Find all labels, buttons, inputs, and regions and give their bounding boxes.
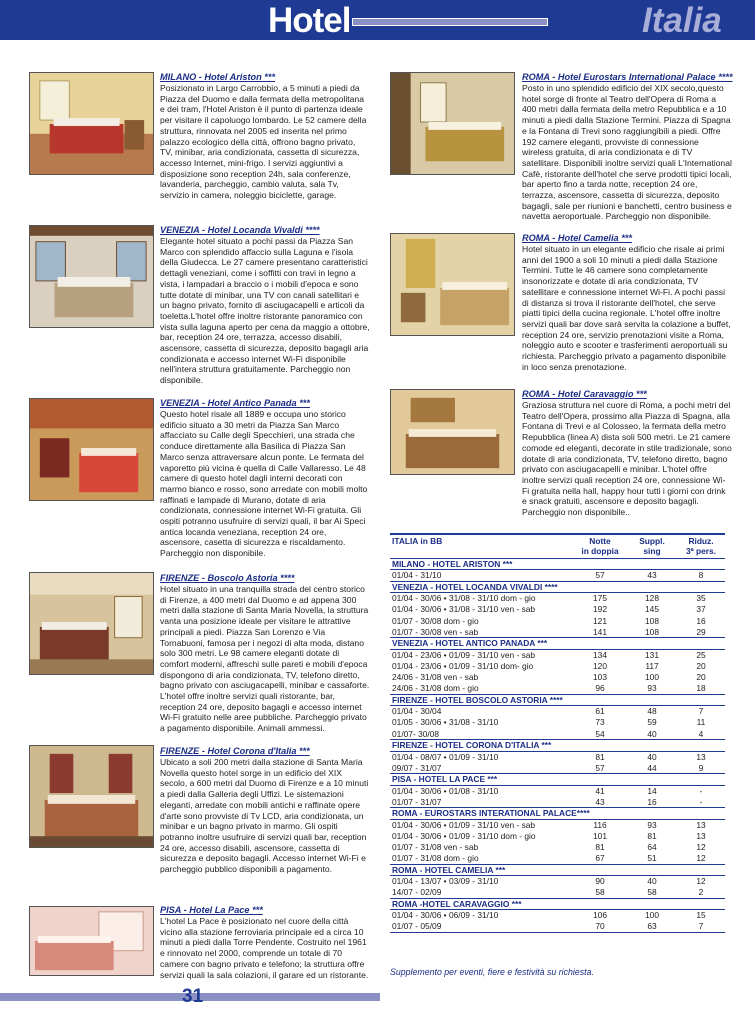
hotel-entry-roma-caravaggio (522, 389, 732, 518)
group-hotel-name: FIRENZE - HOTEL BOSCOLO ASTORIA **** (390, 694, 725, 705)
period-cell: 01/04 - 13/07 • 03/09 - 31/10 (392, 876, 499, 887)
hotel-description: Hotel situato in una tranquilla strada del centro storico di Firenze, a 400 metri dal Duomo e ad appena 300 metri dalla stazione di Santa Maria Novella, la struttura vanta una posizione ideale per visitare le attrattive principali a piedi. Piazza San Lorenzo e Via Tornabuoni, famosa per i negozi di alta moda, distano solo 300 metri. Le 98 camere eleganti dotate di comfort moderni, affreschi sulle pareti e mobili d'epoca dispongono di aria condizionata, TV, telefono diretto, bagno privato con asciugacapelli, minibar e cassaforte. L'hotel offre inoltre servizi quali ristorante, bar, reception 24 ore, deposito bagagli e accesso internet Wi-Fi gratuito nelle aree pubbliche. Parcheggio privato a pagamento disponibile. Animali ammessi. (160, 584, 370, 734)
price-cell: 59 (647, 717, 657, 728)
price-cell: 40 (647, 728, 657, 739)
price-table (390, 533, 725, 933)
header-decor-line (352, 18, 548, 26)
price-group-header (390, 694, 725, 705)
price-cell: 81 (647, 830, 657, 841)
price-cell: 93 (647, 819, 657, 830)
hotel-name: MILANO - Hotel Ariston *** (160, 72, 276, 82)
price-cell: 8 (698, 570, 704, 581)
price-row (390, 717, 725, 728)
price-group-header (390, 740, 725, 751)
price-row (390, 921, 725, 932)
period-cell: 01/07 - 31/08 ven - sab (392, 842, 479, 853)
group-hotel-name: MILANO - HOTEL ARISTON *** (390, 558, 725, 569)
price-cell: 57 (595, 570, 605, 581)
hotel-entry-firenze-astoria (160, 573, 370, 734)
price-cell: 54 (595, 728, 605, 739)
price-group-header (390, 638, 725, 649)
price-row (390, 796, 725, 807)
price-cell: 90 (595, 876, 605, 887)
hotel-name: FIRENZE - Boscolo Astoria **** (160, 573, 295, 583)
price-cell: 20 (696, 660, 706, 671)
price-cell: 51 (647, 853, 657, 864)
group-hotel-name: ROMA -HOTEL CARAVAGGIO *** (390, 898, 725, 909)
price-cell: 81 (595, 842, 605, 853)
price-row (390, 830, 725, 841)
price-row (390, 876, 725, 887)
price-cell: 16 (696, 615, 706, 626)
price-cell: 81 (595, 751, 605, 762)
price-cell: 12 (696, 876, 706, 887)
hotel-name: FIRENZE - Hotel Corona d'Italia *** (160, 746, 310, 756)
period-cell: 01/07- 30/08 (392, 728, 440, 739)
hotel-description: Ubicato a soli 200 metri dalla stazione di Santa Maria Novella questo hotel sorge in un edificio del XIX secolo, a 600 metri dal Duomo di Firenze e a 10 minuti a piedi dalla Galleria degli Uffizi. Le sistemazioni eleganti, arredate con mobili antichi e raffinate opere d'arte sono provviste di Tv LCD, aria condizionata, un minibar e un bagno privato in marmo. Gli ospiti potranno inoltre usufruire di servizi quali bar, reception 24 ore, accesso disabili, ascensore, cassetta di sicurezza e deposito bagagli. Accesso internet Wi-Fi e parcheggio pubblico disponibili a pagamento. (160, 757, 369, 875)
price-cell: 20 (696, 672, 706, 683)
period-cell: 01/04 - 08/07 • 01/09 - 31/10 (392, 751, 499, 762)
price-cell: 106 (593, 910, 607, 921)
period-cell: 01/07 - 30/08 ven - sab (392, 626, 479, 637)
period-cell: 01/04 - 31/10 (392, 570, 442, 581)
price-row (390, 785, 725, 796)
price-row (390, 615, 725, 626)
price-group-header (390, 864, 725, 875)
price-note: Supplemento per eventi, fiere e festività su richiesta. (390, 967, 594, 977)
hotel-name: VENEZIA - Hotel Locanda Vivaldi **** (160, 225, 320, 235)
period-cell: 01/04 - 30/06 • 01/08 - 31/10 (392, 785, 499, 796)
hotel-photo-milano-ariston (29, 72, 154, 175)
price-cell: 4 (698, 728, 704, 739)
price-row (390, 570, 725, 581)
price-row (390, 842, 725, 853)
group-hotel-name: FIRENZE - HOTEL CORONA D'ITALIA *** (390, 740, 725, 751)
price-row (390, 593, 725, 604)
price-cell: 44 (647, 762, 657, 773)
price-cell: 43 (595, 796, 605, 807)
price-row (390, 751, 725, 762)
price-cell: 25 (696, 649, 706, 660)
price-row (390, 604, 725, 615)
price-cell: 12 (696, 853, 706, 864)
hotel-entry-venezia-vivaldi (160, 225, 370, 386)
price-cell: 93 (647, 683, 657, 694)
period-cell: 01/04 - 30/06 • 01/09 - 31/10 ven - sab (392, 819, 536, 830)
price-cell: 48 (647, 706, 657, 717)
price-cell: 7 (698, 706, 704, 717)
price-row (390, 819, 725, 830)
period-cell: 01/07 - 05/09 (392, 921, 442, 932)
price-row (390, 683, 725, 694)
hotel-photo-pisa-lapace (29, 906, 154, 976)
hotel-entry-roma-camelia (522, 233, 732, 372)
price-cell: 11 (696, 717, 706, 728)
price-row (390, 853, 725, 864)
price-cell: 96 (595, 683, 605, 694)
hotel-name: ROMA - Hotel Eurostars International Palace **** (522, 72, 733, 82)
period-cell: 09/07 - 31/07 (392, 762, 442, 773)
column-header: Notte in doppia (573, 534, 627, 558)
price-cell: 120 (593, 660, 607, 671)
hotel-description: Posizionato in Largo Carrobbio, a 5 minuti a piedi da Piazza del Duomo e dalla fermata della metropolitana e dei tram, l'Hotel Ariston è il punto di partenza ideale per visitare il capoluogo lombardo. Le 52 camere della struttura, rinnovata nel 2005 ed inserita nel primo palazzo ecologico della città, offrono bagno privato, TV, minibar, aria condizionata, cassetta di sicurezza, accesso Internet, mini-frigo. I servizi aggiuntivi a disposizione sono reception 24h, sala conferenze, lavanderia, parcheggio, cambio valuta, sala Tv, servizio in camera, noleggio biciclette, garage. (160, 83, 367, 201)
price-cell: 175 (593, 593, 607, 604)
price-row (390, 910, 725, 921)
price-cell: 61 (595, 706, 605, 717)
period-cell: 01/05 - 30/06 • 31/08 - 31/10 (392, 717, 499, 728)
price-group-header (390, 558, 725, 569)
price-cell: - (699, 796, 703, 807)
period-cell: 01/04 - 23/06 • 01/09 - 31/10 dom- gio (392, 660, 534, 671)
page-title: Hotel (268, 1, 351, 40)
group-hotel-name: PISA - HOTEL LA PACE *** (390, 774, 725, 785)
price-row (390, 887, 725, 898)
period-cell: 01/04 - 23/06 • 01/09 - 31/10 ven - sab (392, 649, 536, 660)
price-group-header (390, 898, 725, 909)
column-header: Suppl. sing (627, 534, 677, 558)
hotel-entry-firenze-corona (160, 746, 370, 875)
hotel-entry-pisa-lapace (160, 905, 370, 980)
period-cell: 01/04 - 30/06 • 31/08 - 31/10 dom - gio (392, 593, 536, 604)
group-hotel-name: VENEZIA - HOTEL LOCANDA VIVALDI **** (390, 581, 725, 592)
price-cell: 101 (593, 830, 607, 841)
hotel-entry-roma-eurostars (522, 72, 732, 222)
column-header: Riduz. 3ª pers. (677, 534, 725, 558)
price-cell: 108 (645, 626, 659, 637)
price-cell: 43 (647, 570, 657, 581)
hotel-photo-venezia-vivaldi (29, 225, 154, 328)
hotel-name: PISA - Hotel La Pace *** (160, 905, 263, 915)
price-cell: 100 (645, 910, 659, 921)
price-cell: 18 (696, 683, 706, 694)
price-row (390, 649, 725, 660)
price-group-header (390, 808, 725, 819)
price-cell: 16 (647, 796, 657, 807)
price-table-header (390, 534, 725, 558)
price-cell: 141 (593, 626, 607, 637)
price-cell: 145 (645, 604, 659, 615)
price-row (390, 660, 725, 671)
price-cell: 14 (647, 785, 657, 796)
price-cell: 192 (593, 604, 607, 615)
price-cell: 57 (595, 762, 605, 773)
price-cell: 13 (696, 830, 706, 841)
price-cell: 2 (698, 887, 704, 898)
hotel-description: Graziosa struttura nel cuore di Roma, a pochi metri del Teatro dell'Opera, prossimo alla Piazza di Spagna, alla Fontana di Trevi e al Colosseo, la fermata della metro Repubblica (linea A) dista soli 500 metri. Le 21 camere comode ed eleganti, decorate in stile tradizionale, sono dotate di aria condizionata, TV, telefono diretto, bagno privato con asciugacapelli e minibar. L'hotel offre inoltre servizi quali reception 24 ore, connessione Wi-Fi gratuita nella hall, happy hour tutti i giorni con drink e snack gratuiti, ascensore e deposito bagagli. Parcheggio non disponibile.. (522, 400, 732, 518)
price-row (390, 672, 725, 683)
price-cell: 37 (696, 604, 706, 615)
period-cell: 01/04 - 30/06 • 31/08 - 31/10 ven - sab (392, 604, 536, 615)
price-cell: 7 (698, 921, 704, 932)
price-cell: - (699, 785, 703, 796)
price-cell: 13 (696, 819, 706, 830)
hotel-description: Hotel situato in un elegante edificio che risale ai primi anni del 1900 a soli 10 minuti a piedi dalla Stazione Termini. Tutte le 46 camere sono completamente insonorizzate e dotate di aria condizionata, TV satellitare e connessione internet Wi-Fi. A pochi passi di distanza si trova il ristorante dell'hotel, che serve piatti tipici della cucina regionale. L'hotel offre inoltre servizi quali bar dove sarà servita la colazione a buffet, reception 24 ore, servizio prenotazioni visite a Roma, noleggio auto e scooter e trasferimenti aeroportuali su richiesta. Parcheggio privato a pagamento disponibile in loco senza prenotazione. (522, 244, 731, 372)
hotel-photo-firenze-astoria (29, 572, 154, 675)
price-cell: 108 (645, 615, 659, 626)
price-cell: 15 (696, 910, 706, 921)
price-group-header (390, 774, 725, 785)
price-cell: 35 (696, 593, 706, 604)
period-cell: 14/07 - 02/09 (392, 887, 442, 898)
price-cell: 70 (595, 921, 605, 932)
price-cell: 64 (647, 842, 657, 853)
hotel-name: VENEZIA - Hotel Antico Panada *** (160, 398, 310, 408)
price-cell: 134 (593, 649, 607, 660)
hotel-entry-milano-ariston (160, 72, 370, 201)
price-cell: 117 (645, 660, 659, 671)
price-cell: 58 (647, 887, 657, 898)
period-cell: 24/06 - 31/08 ven - sab (392, 672, 479, 683)
period-cell: 01/04 - 30/06 • 06/09 - 31/10 (392, 910, 499, 921)
period-cell: 01/04 - 30/04 (392, 706, 442, 717)
period-cell: 01/07 - 31/08 dom - gio (392, 853, 479, 864)
price-cell: 116 (593, 819, 607, 830)
price-row (390, 626, 725, 637)
group-hotel-name: VENEZIA - HOTEL ANTICO PANADA *** (390, 638, 725, 649)
hotel-name: ROMA - Hotel Caravaggio *** (522, 389, 647, 399)
hotel-name: ROMA - Hotel Camelia *** (522, 233, 632, 243)
price-cell: 103 (593, 672, 607, 683)
period-cell: 01/07 - 30/08 dom - gio (392, 615, 479, 626)
price-cell: 41 (595, 785, 605, 796)
price-cell: 63 (647, 921, 657, 932)
price-cell: 40 (647, 876, 657, 887)
group-hotel-name: ROMA - EUROSTARS INTERATIONAL PALACE**** (390, 808, 725, 819)
price-group-header (390, 581, 725, 592)
price-cell: 29 (696, 626, 706, 637)
price-cell: 131 (645, 649, 659, 660)
price-cell: 9 (698, 762, 704, 773)
hotel-entry-venezia-panada (160, 398, 370, 559)
price-row (390, 762, 725, 773)
price-cell: 12 (696, 842, 706, 853)
price-cell: 67 (595, 853, 605, 864)
hotel-photo-venezia-panada (29, 398, 154, 501)
group-hotel-name: ROMA - HOTEL CAMELIA *** (390, 864, 725, 875)
price-cell: 128 (645, 593, 659, 604)
hotel-description: Elegante hotel situato a pochi passi da Piazza San Marco con splendido affaccio sulla Laguna e l'isola della Giudecca. Le 27 camere presentano caratteristici dettagli veneziani, come i soffitti con travi in legno a vista, i lampadari a braccio o i mobili d'epoca e sono tutte dotate di minibar, una TV con canali satellitari e un bagno privato, fornito di asciugacapelli e articoli da toeletta.L'hotel offre inoltre ristorante panoramico con vista sulla laguna aperto per cena da maggio a ottobre, bar, reception 24 ore, terrazza, accesso disabili, ascensore, cassetta di sicurezza, deposito bagagli aria condizionata e accesso internet Wi-Fi disponibile nell'intera struttura gratuitamente. Parcheggio non disponibile. (160, 236, 370, 386)
period-cell: 24/06 - 31/08 dom - gio (392, 683, 479, 694)
section-country-title: Italia (642, 1, 722, 40)
price-cell: 73 (595, 717, 605, 728)
hotel-photo-firenze-corona (29, 745, 154, 848)
hotel-description: Posto in uno splendido edificio del XIX secolo,questo hotel sorge di fronte al Teatro dell'Opera di Roma a 400 metri dalla fermata della metro Repubblica e a 10 minuti a piedi dalla Stazione Termini. Piazza di Spagna e la Fontana di Trevi sono raggiungibili a piedi. Offre 192 camere eleganti, provviste di connessione wireless gratuita, di aria condizionata e di TV satellitare. Disponibili inoltre servizi quali L'International Cafè, ristorante dell'hotel che serve prodotti tipici locali, bar aperto fino a tarda notte, reception 24 ore, terrazza, ascensore, cassetta di sicurezza, deposito bagagli, sale per riunioni e banchetti, centro business e navetta aeroportuale. Parcheggio non disponibile. (522, 83, 732, 222)
hotel-photo-roma-caravaggio (390, 389, 515, 475)
column-header: ITALIA in BB (390, 534, 573, 558)
price-table-body (390, 558, 725, 932)
page-number: 31 (182, 986, 204, 1007)
price-cell: 100 (645, 672, 659, 683)
price-cell: 13 (696, 751, 706, 762)
hotel-description: L'hotel La Pace è posizionato nel cuore della città vicino alla stazione ferroviaria principale ed a circa 10 minuti a piedi dalla Torre Pendente. Costruito nel 1961 e rinnovato nel 2000, comprende un totale di 70 camere con bagno privato e telefono; la struttura offre servizi quali la sala colazioni, il garare ed un ristorante. (160, 916, 369, 980)
period-cell: 01/07 - 31/07 (392, 796, 442, 807)
price-cell: 40 (647, 751, 657, 762)
period-cell: 01/04 - 30/06 • 01/09 - 31/10 dom - gio (392, 830, 536, 841)
hotel-description: Questo hotel risale all 1889 e occupa uno storico edificio situato a 30 metri da Piazza San Marco affacciato su Calle degli Specchieri, una strada che conduce direttamente alla Basilica di Piazza San Marco senza attraversare alcun ponte. Le fermata del vaporetto più vicina è quella di Calle Vallaresso. Le 48 camere di questo hotel dagli interni decorati con marmo bianco e rosso, sono arredate con mobili molto raffinati e lampade di Murano, dotate di aria condizionata, connessione internet Wi-Fi gratuita. Gli ospiti potranno usufruire di servizi quali, il bar Ai Speci antica locanda veneziana, reception 24 ore, ascensore, casetta di sicurezza e riscaldamento. Parcheggio non disponibile. (160, 409, 368, 559)
price-row (390, 728, 725, 739)
hotel-photo-roma-camelia (390, 233, 515, 336)
price-cell: 58 (595, 887, 605, 898)
price-row (390, 706, 725, 717)
hotel-photo-roma-eurostars (390, 72, 515, 175)
price-cell: 121 (593, 615, 607, 626)
